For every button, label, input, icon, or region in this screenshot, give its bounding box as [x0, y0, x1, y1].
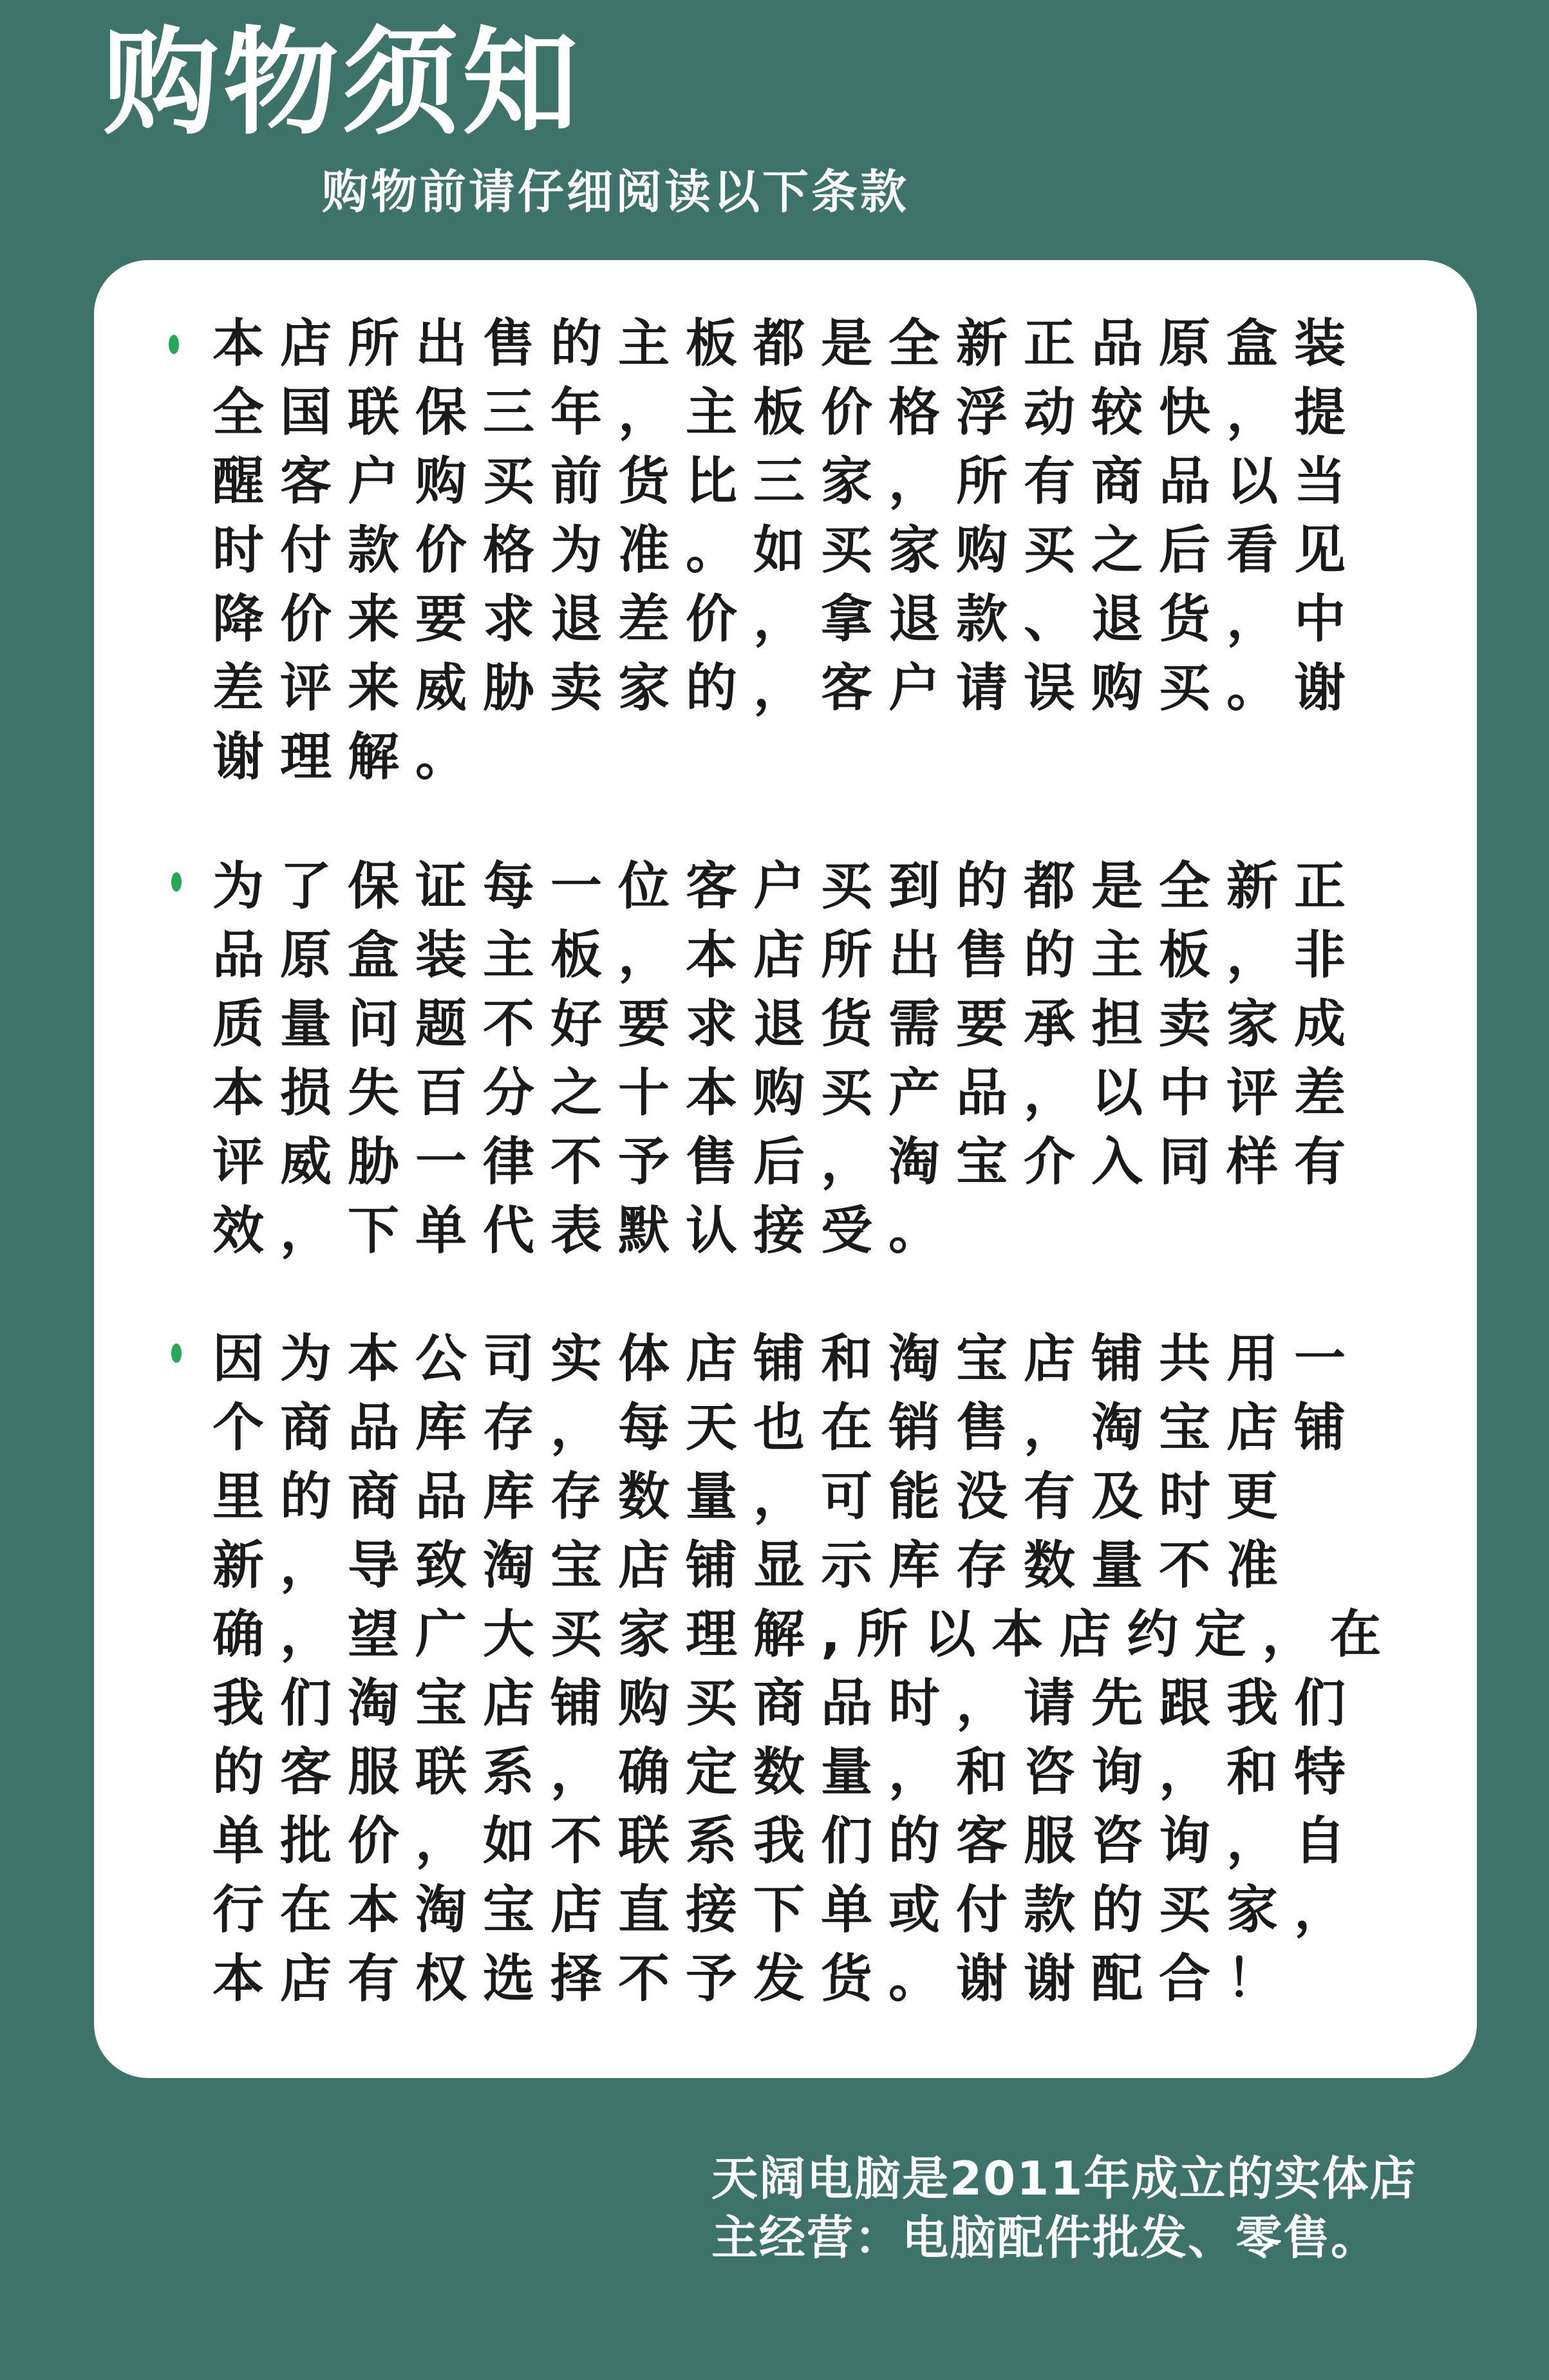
footer-line-1: 天阔电脑是2011年成立的实体店: [711, 2151, 1418, 2206]
bullet-dot-icon: [169, 335, 179, 354]
page-title: 购物须知: [103, 16, 583, 151]
footer-line-2: 主经营：电脑配件批发、零售。: [711, 2211, 1379, 2265]
notice-item: 因为本公司实体店铺和淘宝店铺共用一个商品库存，每天也在销售，淘宝店铺里的商品库存数量，可能没有及时更新，导致淘宝店铺显示库存数量不准确，望广大买家理解,所以本店约定，在我们淘宝店铺购买商品时，请先跟我们的客服联系，确定数量，和咨询，和特单批价，如不联系我们的客服咨询，自行在本淘宝店直接下单或付款的买家，本店有权选择不予发货。谢谢配合！: [212, 1329, 1398, 2009]
bullet-dot-icon: [171, 872, 182, 892]
bullet-dot-icon: [171, 1344, 182, 1363]
page-subtitle: 购物前请仔细阅读以下条款: [322, 165, 910, 219]
notice-item: 为了保证每一位客户买到的都是全新正品原盒装主板，本店所出售的主板，非质量问题不好要求退货需要承担卖家成本损失百分之十本购买产品，以中评差评威胁一律不予售后，淘宝介入同样有效，下单代表默认接受。: [212, 856, 1362, 1260]
notice-item: 本店所出售的主板都是全新正品原盒装全国联保三年，主板价格浮动较快，提醒客户购买前货比三家，所有商品以当时付款价格为准。如买家购买之后看见降价来要求退差价，拿退款、退货，中差评来威胁卖家的，客户请误购买。谢谢理解。: [212, 314, 1362, 787]
